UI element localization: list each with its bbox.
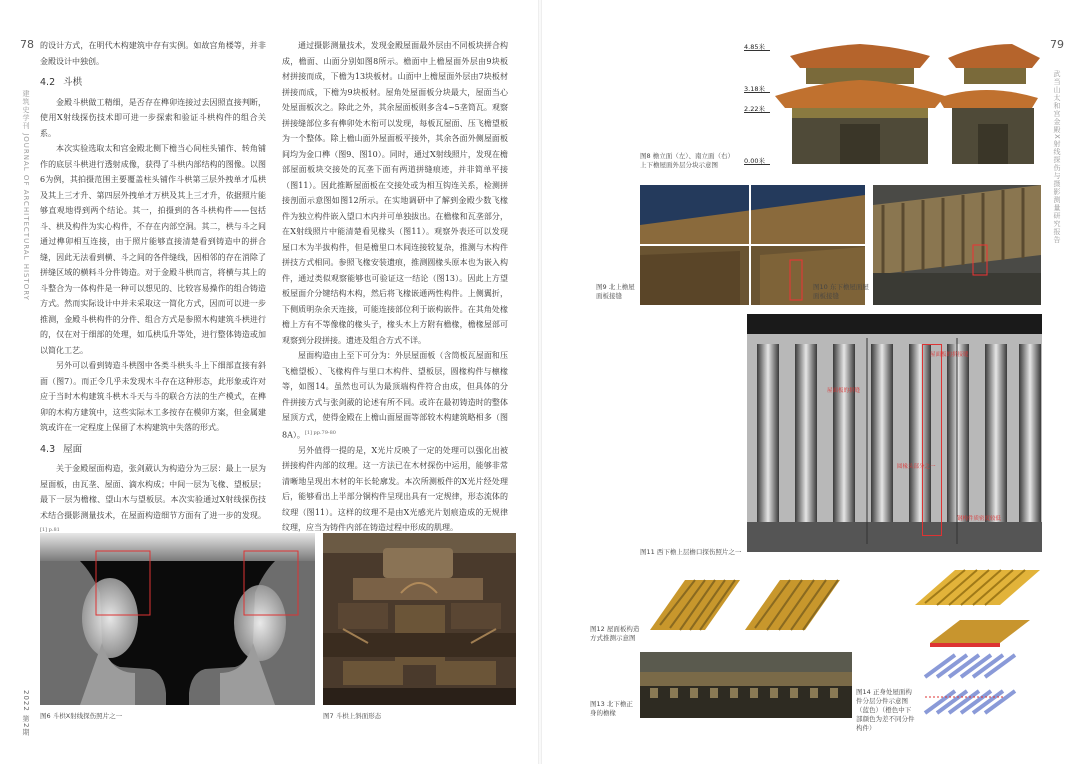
annotation-box [922,344,942,536]
citation: [1] pp.79-80 [304,429,336,436]
fig13-photo [640,652,852,718]
fig10-photo [873,185,1041,305]
annotation-label: 圆椽头部分之一 [897,464,936,470]
paragraph: 的设计方式，在明代木构建筑中存有实例。如故宫角楼等，并非金殿设计中独创。 [40,41,266,66]
elevation-drawing [770,44,1040,164]
paragraph: 屋面构造由上至下可分为：外层屋面板（含筒板瓦屋面和压飞檐望板）、飞椽构件与里口木构件、望板层，圆椽构件与檩椽等，如图14。虽然也可认为最顶端构件符合由成，但具体的分件拼接方式与张剑葳的论述有所不同。或许在最初铸造时的整体屋顶方式，使得金殿在上檐山面屋面等部较木构建筑略相多（图8A）。$^{[1] pp.79-80}$ [282,351,508,440]
fig7-bracket-photo [323,533,516,705]
fig11-caption: 图11 西下檐上层檐口探伤照片之一 [640,548,742,556]
annotation-label: 钢构件质密度较低 [957,516,1002,522]
fig11-xray-image [747,314,1042,552]
rafter-layer-2 [925,691,1015,713]
roof-seam-photo [873,185,1041,305]
front-elevation [775,44,945,164]
fig8-caption: 图8 檐立面（左）、南立面（右）上下檐屋面外层分块示意图 [640,152,734,169]
gutter [538,0,542,764]
eave-photo-graphic [640,652,852,718]
right-page-number: 79 [1050,38,1064,51]
left-running-head: 建筑史学刊 JOURNAL OF ARCHITECTURAL HISTORY [22,90,30,301]
fig12-caption: 图12 屋面板构造方式推测示意图 [590,625,640,642]
left-footer-year: 2022 第2期 [22,690,30,737]
left-column-2 [282,38,508,536]
fig6-caption: 图6 斗栱X射线探伤照片之一 [40,712,123,720]
level-line [744,92,770,93]
section-heading-4-2: 4.2 斗栱 [40,77,83,88]
fig7-caption: 图7 斗栱上斜面形态 [323,712,382,720]
rafter-layer-1 [925,655,1015,677]
panel-left [650,580,740,630]
paragraph: 金殿斗栱做工精细，是否存在榫卯连接过去因照直接判断，使用X射线探伤技术即可进一步探索和验证斗栱构件的组合关系。 [40,97,266,138]
paragraph: 另外可以看到铸造斗栱图中各类斗栱头斗上下细部直接有斜面（图7）。而正令几乎未发现木斗存在这种形态，此形象或许对应于当时木构建筑斗栱木斗天与斗的联合方法的生产模式，在榫卯的木构方建筑中，这些实际木工多按存在模卯方案，但金属建筑或许在一定程度上保留了木构建筑中失落的形式。 [40,361,266,432]
annotation-label: 屋面板的拼接缝 [930,352,969,358]
xray-bracket-graphic [40,533,315,705]
layered-components-diagram [905,565,1045,720]
fig8-elevations [770,44,1040,164]
paragraph: 通过摄影测量技术，发现金殿屋面最外层由不同板块拼合构成，檐面、山面分别如图8所示。檐面中上檐屋面外层由9块板材拼接而成，下檐为13块板材。山面中上檐屋面外层由7块板材拼接而成，下檐为9块板材。屋角处屋面板分块最大，屋面当心处屋面板次之。除此之外，其余屋面板则多含4~5垄筒瓦。观察拼接缝部位多有榫卯处木衔可以发现，每板瓦屋面、压飞檐望板为一个整体。除上檐山面外屋面板平接外，其余各面外侧屋面板间均为金口榫（图9、图10）。同时，通过X射线照片，发现在檐部屋面板块交接处的瓦垄下面有两道拼缝痕迹，并非简单平接（图11）。因此推断屋面板在交接处或为相互钩连关系，检测拼接剖面示意图如图12所示。在实地调研中了解到金殿少数飞椽件为独立构件嵌入望口木内并可单独拔出。在檐椽和瓦垄部分，在X射线照片中能清楚看见椽头（图11）。观察外表还可以发现屋口木为半拔构件，但是檐里口木间连接较复杂，推测与木构件拼技方式相同。参照飞椽安装遗痕，推测圆椽头原本也为嵌入构件，通过类似观察能够也可验证这一结论（图13）。因此上方望板屋面介分键结构木构，然后将飞椽嵌通两性构件。上侧翼折，下侧质明杂余天连接，可能连接部位利于嵌构嵌件。在其角处椽檐上方有不等像椽的椽头子，椽头木上方附有檐椽，檐椽屋部可观察到分段拼接。遗迹及组合方式不详。 [282,41,508,345]
level-label: 3.18米 [744,85,765,93]
fig12-diagram [645,570,845,640]
fig13-caption: 图13 北下檐正身的檐椽 [590,700,633,717]
side-elevation [938,44,1040,164]
fig14-caption: 图14 正身处屋面构件分层分件示意图（蓝色）（橙色中下部颜色为差不同分件构件） [856,688,915,732]
fig10-caption: 图10 东下檐屋面屋面板接缝 [813,283,869,300]
left-column-1 [40,38,266,540]
paragraph: 另外值得一提的是，X光片反映了一定的处理可以强化出被拼接构件内部的纹理。这一方法已在木材探伤中运用，能够非常清晰地呈现出木材的年长轮廓发。本次所测板件的X光片经处理后，能够看出上半部分铜构件呈现出具有一定规律，形态流体的纹理（图11）。这样的纹理不是由X光感光片划痕造成的无规律纹理，应当为铸件内部在铸造过程中形成的肌理。 [282,445,508,533]
level-label: 0.00米 [744,157,765,165]
roof-panel-diagram [645,570,845,640]
board-layer [930,620,1030,647]
right-running-head: 武当山太和宫金殿X射线探伤与摄影测量研究报告 [1053,70,1061,244]
section-heading-4-3: 4.3 屋面 [40,443,83,455]
level-label: 2.22米 [744,105,765,113]
level-line [744,164,770,165]
level-label: 4.85米 [744,43,765,51]
citation: [1] p.81 [40,527,60,533]
bracket-photo-graphic [323,533,516,705]
level-line [744,112,770,113]
left-page-number: 78 [20,38,34,51]
paragraph: 本次实验选取太和宫金殿北侧下檐当心间柱头铺作、转角铺作的底层斗栱进行透射成像，获得了斗栱内部结构的图像。以图6为例，其拍摄范围主要覆盖柱头铺作斗栱第三层外拽单才瓜栱及其上三才升、第四层外拽单才万栱及其上三才升，依据照片能够直观地得到两个结论。其一，拍摄到的各斗栱构件——包括斗、栱及构件为实心构件，不存在内部空洞。其二，栱与斗之间通过榫卯相互连接，由于照片能够直接清楚看到铸造中的拼合缝，因此无法看到横、斗之间的各件缝线，因相邻的存在消除了拼缝区域的横料斗分件铸造。对于金殿斗栱而言，将横与其上的斗整合为一体构件是一种可以想见的、比较容易操作的组合铸造方式。然而实际设计中并未采取这一简化方式，因而可以进一步推测，金殿斗栱构件的分件、组合方式是参照木构建筑斗栱进行的，仅在对于细部的处理，如瓜栱瓜升等处，进行整体铸造或加以简化工艺。 [40,144,266,355]
roof-panel-layer [915,570,1040,605]
annotation-label: 屋面板的拼缝 [827,388,861,394]
panel-right [745,580,840,630]
fig14-exploded-diagram [905,565,1045,720]
level-line [744,50,770,51]
fig9-caption: 图9 北上檐屋面板接缝 [596,283,635,300]
fig6-xray-image [40,533,315,705]
paragraph: 关于金殿屋面构造，张剑葳认为构造分为三层：最上一层为屋面板，由瓦垄、屋面、滴水构成；中间一层为飞椽、望板层；最下一层为檐椽、望山木与望板层。本次实验通过X射线探伤技术结合摄影测量技术，在屋面构造细节方面有了进一步的发现。$^{[1] p.81}$ [40,464,266,533]
